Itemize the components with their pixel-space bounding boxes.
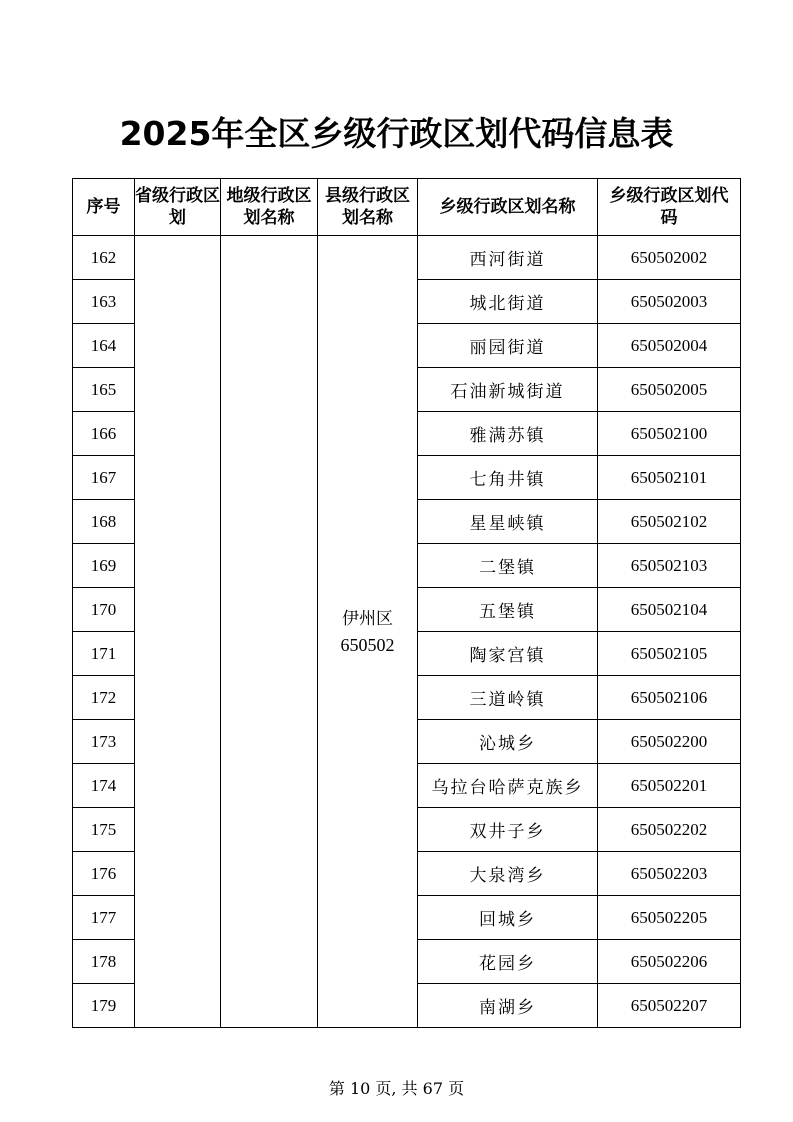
cell-town-name: 陶家宫镇 [418, 632, 598, 676]
cell-seq: 166 [73, 412, 135, 456]
cell-seq: 168 [73, 500, 135, 544]
cell-town-name: 沁城乡 [418, 720, 598, 764]
cell-town-name: 城北街道 [418, 280, 598, 324]
cell-town-name: 乌拉台哈萨克族乡 [418, 764, 598, 808]
cell-town-name: 五堡镇 [418, 588, 598, 632]
cell-seq: 174 [73, 764, 135, 808]
cell-town-name: 双井子乡 [418, 808, 598, 852]
cell-seq: 177 [73, 896, 135, 940]
cell-town-name: 石油新城街道 [418, 368, 598, 412]
header-province: 省级行政区划 [135, 179, 221, 236]
cell-town-code: 650502100 [598, 412, 741, 456]
cell-seq: 171 [73, 632, 135, 676]
header-prefecture: 地级行政区划名称 [221, 179, 318, 236]
cell-town-code: 650502200 [598, 720, 741, 764]
cell-seq: 176 [73, 852, 135, 896]
cell-seq: 172 [73, 676, 135, 720]
cell-town-name: 西河街道 [418, 236, 598, 280]
table-body [73, 236, 741, 1028]
cell-town-code: 650502005 [598, 368, 741, 412]
county-name: 伊州区 [342, 608, 393, 629]
cell-town-code: 650502201 [598, 764, 741, 808]
page-footer: 第 10 页, 共 67 页 [328, 1079, 465, 1098]
cell-town-code: 650502207 [598, 984, 741, 1028]
cell-seq: 169 [73, 544, 135, 588]
cell-seq: 165 [73, 368, 135, 412]
cell-town-name: 七角井镇 [418, 456, 598, 500]
cell-town-name: 丽园街道 [418, 324, 598, 368]
division-code-table [72, 178, 741, 1028]
cell-seq: 162 [73, 236, 135, 280]
page-title: 2025年全区乡级行政区划代码信息表 [119, 114, 674, 153]
cell-seq: 175 [73, 808, 135, 852]
table-header-row [73, 179, 741, 236]
cell-seq: 173 [73, 720, 135, 764]
cell-town-name: 回城乡 [418, 896, 598, 940]
cell-seq: 179 [73, 984, 135, 1028]
cell-town-name: 星星峡镇 [418, 500, 598, 544]
cell-town-code: 650502106 [598, 676, 741, 720]
cell-town-code: 650502206 [598, 940, 741, 984]
cell-seq: 163 [73, 280, 135, 324]
cell-town-code: 650502205 [598, 896, 741, 940]
cell-town-name: 花园乡 [418, 940, 598, 984]
cell-town-name: 大泉湾乡 [418, 852, 598, 896]
header-county: 县级行政区划名称 [318, 179, 418, 236]
cell-town-name: 雅满苏镇 [418, 412, 598, 456]
cell-town-code: 650502002 [598, 236, 741, 280]
cell-town-code: 650502004 [598, 324, 741, 368]
cell-seq: 164 [73, 324, 135, 368]
cell-seq: 170 [73, 588, 135, 632]
cell-province-merged [135, 236, 221, 1028]
header-town-code: 乡级行政区划代码 [598, 179, 741, 236]
cell-county-merged [318, 236, 418, 1028]
cell-town-code: 650502103 [598, 544, 741, 588]
cell-town-name: 南湖乡 [418, 984, 598, 1028]
cell-town-code: 650502102 [598, 500, 741, 544]
cell-town-code: 650502003 [598, 280, 741, 324]
cell-seq: 178 [73, 940, 135, 984]
header-seq: 序号 [73, 179, 135, 236]
cell-town-name: 二堡镇 [418, 544, 598, 588]
table-row [73, 236, 741, 280]
header-town-name: 乡级行政区划名称 [418, 179, 598, 236]
cell-town-code: 650502105 [598, 632, 741, 676]
cell-town-code: 650502203 [598, 852, 741, 896]
cell-town-code: 650502202 [598, 808, 741, 852]
county-code: 650502 [340, 634, 395, 655]
cell-prefecture-merged [221, 236, 318, 1028]
cell-town-name: 三道岭镇 [418, 676, 598, 720]
cell-town-code: 650502101 [598, 456, 741, 500]
cell-seq: 167 [73, 456, 135, 500]
cell-town-code: 650502104 [598, 588, 741, 632]
